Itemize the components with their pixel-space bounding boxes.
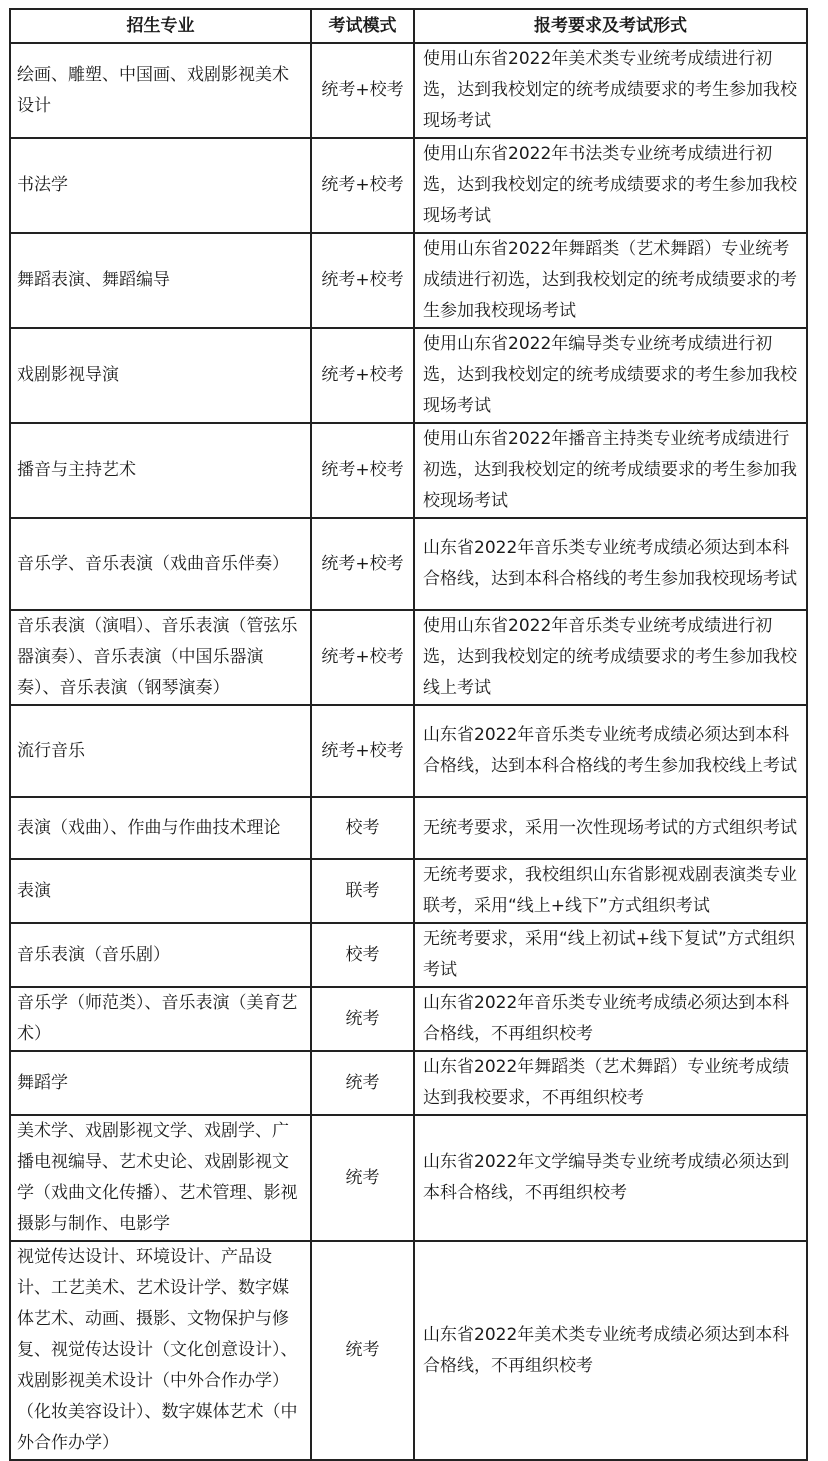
requirement-cell: 使用山东省2022年书法类专业统考成绩进行初选，达到我校划定的统考成绩要求的考生参加我校现场考试 — [414, 138, 807, 233]
requirement-cell: 无统考要求，我校组织山东省影视戏剧表演类专业联考，采用“线上+线下”方式组织考试 — [414, 859, 807, 923]
exam-mode-cell: 校考 — [311, 923, 414, 987]
table-row — [10, 1115, 807, 1241]
requirement-cell: 使用山东省2022年美术类专业统考成绩进行初选，达到我校划定的统考成绩要求的考生参加我校现场考试 — [414, 43, 807, 138]
requirement-cell: 山东省2022年音乐类专业统考成绩必须达到本科合格线，达到本科合格线的考生参加我校现场考试 — [414, 518, 807, 610]
major-cell: 戏剧影视导演 — [10, 328, 311, 423]
exam-mode-cell: 统考 — [311, 1051, 414, 1115]
requirement-cell: 山东省2022年舞蹈类（艺术舞蹈）专业统考成绩达到我校要求，不再组织校考 — [414, 1051, 807, 1115]
admission-table — [9, 8, 808, 1461]
major-cell: 流行音乐 — [10, 705, 311, 797]
major-cell: 绘画、雕塑、中国画、戏剧影视美术设计 — [10, 43, 311, 138]
major-cell: 舞蹈表演、舞蹈编导 — [10, 233, 311, 328]
requirement-cell: 使用山东省2022年编导类专业统考成绩进行初选，达到我校划定的统考成绩要求的考生参加我校现场考试 — [414, 328, 807, 423]
requirement-cell: 使用山东省2022年播音主持类专业统考成绩进行初选，达到我校划定的统考成绩要求的考生参加我校现场考试 — [414, 423, 807, 518]
requirement-cell: 使用山东省2022年舞蹈类（艺术舞蹈）专业统考成绩进行初选，达到我校划定的统考成绩要求的考生参加我校现场考试 — [414, 233, 807, 328]
major-cell: 音乐学（师范类）、音乐表演（美育艺术） — [10, 987, 311, 1051]
exam-mode-cell: 统考+校考 — [311, 233, 414, 328]
table-row — [10, 987, 807, 1051]
exam-mode-cell: 联考 — [311, 859, 414, 923]
requirement-cell: 无统考要求，采用一次性现场考试的方式组织考试 — [414, 797, 807, 859]
requirement-cell: 无统考要求，采用“线上初试+线下复试”方式组织考试 — [414, 923, 807, 987]
header-requirement: 报考要求及考试形式 — [414, 9, 807, 43]
table-row — [10, 1051, 807, 1115]
header-row — [10, 9, 807, 43]
table-row — [10, 423, 807, 518]
major-cell: 视觉传达设计、环境设计、产品设计、工艺美术、艺术设计学、数字媒体艺术、动画、摄影、文物保护与修复、视觉传达设计（文化创意设计）、戏剧影视美术设计（中外合作办学）（化妆美容设计）、数字媒体艺术（中外合作办学） — [10, 1241, 311, 1460]
table-row — [10, 328, 807, 423]
table-header — [10, 9, 807, 43]
major-cell: 美术学、戏剧影视文学、戏剧学、广播电视编导、艺术史论、戏剧影视文学（戏曲文化传播）、艺术管理、影视摄影与制作、电影学 — [10, 1115, 311, 1241]
exam-mode-cell: 统考+校考 — [311, 138, 414, 233]
exam-mode-cell: 统考+校考 — [311, 328, 414, 423]
requirement-cell: 山东省2022年音乐类专业统考成绩必须达到本科合格线，达到本科合格线的考生参加我校线上考试 — [414, 705, 807, 797]
major-cell: 音乐表演（演唱）、音乐表演（管弦乐器演奏）、音乐表演（中国乐器演奏）、音乐表演（钢琴演奏） — [10, 610, 311, 705]
major-cell: 舞蹈学 — [10, 1051, 311, 1115]
table-body — [10, 43, 807, 1460]
requirement-cell: 山东省2022年文学编导类专业统考成绩必须达到本科合格线，不再组织校考 — [414, 1115, 807, 1241]
exam-mode-cell: 统考+校考 — [311, 43, 414, 138]
table-row — [10, 859, 807, 923]
major-cell: 表演（戏曲）、作曲与作曲技术理论 — [10, 797, 311, 859]
requirement-cell: 山东省2022年美术类专业统考成绩必须达到本科合格线，不再组织校考 — [414, 1241, 807, 1460]
table-row — [10, 138, 807, 233]
major-cell: 音乐学、音乐表演（戏曲音乐伴奏） — [10, 518, 311, 610]
exam-mode-cell: 校考 — [311, 797, 414, 859]
major-cell: 播音与主持艺术 — [10, 423, 311, 518]
major-cell: 音乐表演（音乐剧） — [10, 923, 311, 987]
table-row — [10, 43, 807, 138]
exam-mode-cell: 统考+校考 — [311, 423, 414, 518]
table-row — [10, 923, 807, 987]
header-major: 招生专业 — [10, 9, 311, 43]
table-row — [10, 797, 807, 859]
table-row — [10, 610, 807, 705]
requirement-cell: 山东省2022年音乐类专业统考成绩必须达到本科合格线，不再组织校考 — [414, 987, 807, 1051]
major-cell: 书法学 — [10, 138, 311, 233]
exam-mode-cell: 统考+校考 — [311, 705, 414, 797]
major-cell: 表演 — [10, 859, 311, 923]
exam-mode-cell: 统考+校考 — [311, 518, 414, 610]
exam-mode-cell: 统考+校考 — [311, 610, 414, 705]
table-row — [10, 705, 807, 797]
table-row — [10, 1241, 807, 1460]
exam-mode-cell: 统考 — [311, 987, 414, 1051]
header-exam-mode: 考试模式 — [311, 9, 414, 43]
exam-mode-cell: 统考 — [311, 1241, 414, 1460]
requirement-cell: 使用山东省2022年音乐类专业统考成绩进行初选，达到我校划定的统考成绩要求的考生参加我校线上考试 — [414, 610, 807, 705]
exam-mode-cell: 统考 — [311, 1115, 414, 1241]
table-row — [10, 233, 807, 328]
table-row — [10, 518, 807, 610]
